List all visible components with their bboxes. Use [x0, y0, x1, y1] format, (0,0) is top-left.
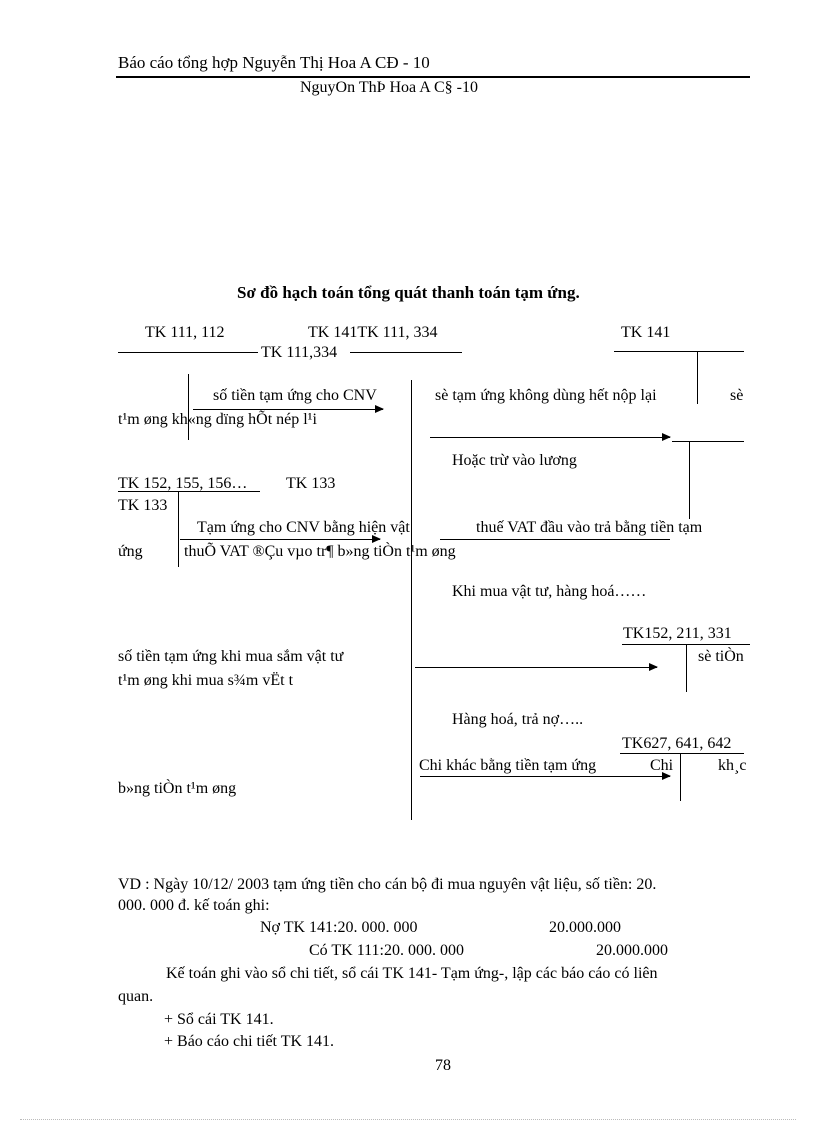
label-tk152-211-331: TK152, 211, 331: [623, 625, 732, 642]
text-chi-right: Chi: [650, 757, 674, 774]
tk141-right-line: [614, 351, 744, 352]
vline-tk152-211-331: [686, 644, 687, 692]
text-tam-ung-hien-vat: Tạm ứng cho CNV bằng hiện vật: [197, 519, 410, 536]
tk627-line: [620, 753, 744, 754]
example-line1: VD : Ngày 10/12/ 2003 tạm ứng tiền cho cán bộ đi mua nguyên vật liệu, số tiền: 20.: [118, 876, 657, 893]
label-tk111-334: TK 111,334: [261, 344, 338, 361]
label-tk141-right: TK 141: [621, 324, 671, 341]
header-garbled: NguyOn ThÞ Hoa A C§ -10: [300, 79, 478, 96]
entry-co-amount: 20.000.000: [596, 942, 668, 959]
vline-tk111: [188, 374, 189, 440]
text-hang-hoa-tra-no: Hàng hoá, trả nợ…..: [452, 711, 584, 728]
list-bao-cao: + Báo cáo chi tiết TK 141.: [164, 1033, 335, 1050]
example-line2: 000. 000 đ. kế toán ghi:: [118, 897, 270, 914]
vline-tk152: [178, 491, 179, 567]
text-so-tien-mua-sam: số tiền tạm ứng khi mua sắm vật tư: [118, 648, 344, 665]
label-tk133-b: TK 133: [118, 497, 168, 514]
label-tk111-112: TK 111, 112: [145, 324, 225, 341]
text-chi-khac: Chi khác bằng tiền tạm ứng: [419, 757, 597, 774]
vline-tk141-main: [411, 380, 412, 820]
text-thue-vat: thuế VAT đầu vào trả bằng tiền tạm: [476, 519, 703, 536]
list-so-cai: + Sổ cái TK 141.: [164, 1011, 274, 1028]
text-se-tien-right: sè tiÒn: [698, 648, 744, 665]
header-rule: [116, 76, 750, 78]
text-khi-mua-vat-tu: Khi mua vật tư, hàng hoá……: [452, 583, 647, 600]
label-tk627-641-642: TK627, 641, 642: [622, 735, 732, 752]
entry-co-label: Có TK 111:20. 000. 000: [309, 942, 464, 959]
arrow-tam-ung-cnv: [193, 409, 383, 410]
ke-toan-line2: quan.: [118, 988, 154, 1005]
ke-toan-line1: Kế toán ghi vào sổ chi tiết, sổ cái TK 141- Tạm ứng-, lập các báo cáo có liên: [166, 965, 658, 982]
tk111-112-line: [118, 352, 258, 353]
text-garbled-bang-tien: b»ng tiÒn t¹m øng: [118, 780, 237, 797]
label-tk152-155-156: TK 152, 155, 156…: [118, 475, 248, 492]
label-tk133-a: TK 133: [286, 475, 336, 492]
page-bottom-divider: [20, 1119, 796, 1120]
text-khac-garbled: kh¸c: [718, 757, 747, 774]
text-se-right: sè: [730, 387, 744, 404]
entry-no-amount: 20.000.000: [549, 919, 621, 936]
text-ung: ứng: [118, 543, 143, 560]
header-title: Báo cáo tổng hợp Nguyễn Thị Hoa A CĐ - 10: [118, 53, 430, 72]
tk111-334-line: [672, 441, 744, 442]
text-se-tam-ung: sè tạm ứng không dùng hết nộp lại: [435, 387, 657, 404]
diagram-title: Sơ đồ hạch toán tổng quát thanh toán tạm ứng.: [237, 283, 580, 302]
vline-tk111-334: [689, 441, 690, 519]
text-garbled-khong-dung: t¹m øng kh«ng dïng hÕt nép l¹i: [118, 411, 317, 428]
arrow-chi-khac: [420, 776, 670, 777]
tk141-line: [350, 352, 462, 353]
text-garbled-mua-sam: t¹m øng khi mua s¾m vËt t: [118, 672, 294, 689]
arrow-hien-vat: [180, 539, 380, 540]
text-hoac-tru-luong: Hoặc trừ vào lương: [452, 452, 577, 469]
vline-tk141-right: [697, 352, 698, 404]
page-number: 78: [435, 1057, 451, 1074]
tk152-line: [118, 491, 260, 492]
vline-tk627: [680, 753, 681, 801]
text-so-tien-tam-ung: số tiền tạm ứng cho CNV: [213, 387, 377, 404]
line-thue-vat: [440, 539, 670, 540]
label-tk141-111-334: TK 141TK 111, 334: [308, 324, 438, 341]
arrow-khong-dung: [430, 437, 670, 438]
text-garbled-thue-vat: thuÕ VAT ®Çu vµo tr¶ b»ng tiÒn t¹m øng: [184, 543, 456, 560]
arrow-mua-sam: [415, 667, 657, 668]
entry-no-label: Nợ TK 141:20. 000. 000: [260, 919, 418, 936]
